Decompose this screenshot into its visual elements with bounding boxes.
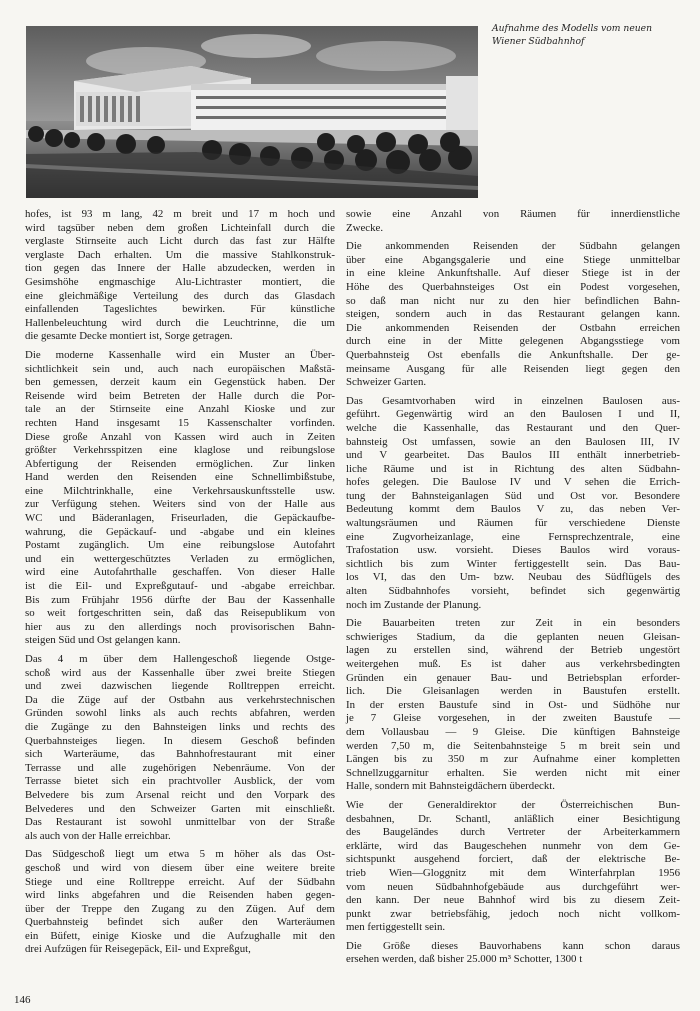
text-line: Die ankommenden Reisenden der Südbahn gelangen xyxy=(346,240,680,253)
text-line: geführt. Gegenwärtig wird an den Baulosen I und II, xyxy=(346,408,680,421)
text-line: sich Warteräume, das Bahnhofrestaurant mit einer xyxy=(25,748,335,761)
text-line: waltungsräumen und Räumen für verschiedene Dienste xyxy=(346,517,680,530)
text-line: Die Bauarbeiten treten zur Zeit in ein besonders xyxy=(346,617,680,630)
text-line: alten Südbahnhofes vorsieht, befindet sich gegenwärtig xyxy=(346,585,680,598)
text-line: tung der Bahnsteiganlagen Süd und Ost vor. Besondere xyxy=(346,489,680,502)
text-line: hofes, ist 93 m lang, 42 m breit und 17 m hoch und xyxy=(25,208,335,220)
paragraph xyxy=(25,848,335,957)
text-line: Das Restaurant ist sowohl unmittelbar von der Straße xyxy=(25,816,335,829)
text-line: dem Vollausbau — 9 Gleise. Die künftigen Bahnsteige xyxy=(346,725,680,738)
text-line: Das 4 m über dem Hallengeschoß liegende Ostge- xyxy=(25,653,335,665)
text-line: Schweizer Garten. xyxy=(346,376,427,389)
text-line: wahrung, die Gepäckauf- und -abgabe und ein kleines xyxy=(25,525,335,538)
text-line: Gründen ein genauer Bau- und Betriebsplan erforder- xyxy=(346,671,680,684)
text-line: In der ersten Baustufe sind in Ost- und Südhöhe nur xyxy=(346,698,680,711)
text-line: sichtlichkeit sein und, auch nach europäischen Maßstä- xyxy=(25,362,335,375)
text-line: werden 7,50 m, die Seitenbahnsteige 5 m breit sein und xyxy=(346,739,680,752)
text-line: men fertiggestellt sein. xyxy=(346,921,446,934)
text-line: sowie eine Anzahl von Räumen für innerdienstliche xyxy=(346,208,680,220)
text-line: Diese große Anzahl von Kassen wird auch in Zeiten xyxy=(25,430,335,443)
text-line: los VI, das den Um- bzw. Neubau des Südflügels des xyxy=(346,571,680,584)
text-line: als auch von der Halle erreichbar. xyxy=(25,829,171,842)
paragraph xyxy=(346,799,680,935)
text-line: Hand werden den Reisenden eine Schnellimbißstube, xyxy=(25,471,335,484)
text-line: welche die Kassenhalle, das Restaurant und den Quer- xyxy=(346,421,680,434)
text-line: geschoß und wird von diesem über eine weitere breite xyxy=(25,861,335,874)
text-line: ist die Eil- und Expreßgutauf- und -abgabe erreichbar. xyxy=(25,580,335,593)
paragraph xyxy=(346,240,680,390)
text-line: bahnsteig Ost umfassen, sowie an den Baulosen III, IV xyxy=(346,435,680,448)
text-line: punkt zwar betriebsfähig, jedoch noch nicht vollkom- xyxy=(346,907,680,920)
paragraph xyxy=(346,940,680,967)
text-line: Hallenbeleuchtung wird durch die Leuchtrinne, die um xyxy=(25,316,335,329)
text-line: ben gemessen, derzeit kaum ein Gegenstück haben. Der xyxy=(25,376,335,389)
caption-line: Aufnahme des Modells vom neuen xyxy=(492,23,653,34)
text-line: Belvederes und den Schweizer Garten mit einschließt. xyxy=(25,802,335,815)
text-line: so weit fortgeschritten sein, daß das Reisepublikum von xyxy=(25,607,335,620)
text-line: eine gleichmäßige Verteilung des durch das Glasdach xyxy=(25,289,335,302)
text-line: liche Räume und ist in Richtung des alten Südbahn- xyxy=(346,462,680,475)
text-line: steigen Süd und Ost gelangen kann. xyxy=(25,634,181,647)
text-line: und zwei dazwischen liegende Rolltreppen erreicht. xyxy=(25,680,335,693)
right-column xyxy=(346,208,680,967)
paragraph xyxy=(346,617,680,794)
text-line: den kann. Der neue Bahnhof wird bis zu diesem Zeit- xyxy=(346,894,680,907)
text-line: über der Treppe den Zugang zu den Zügen. Auf dem xyxy=(25,902,335,915)
text-line: über eine Abgangsgalerie und eine Stiege unmittelbar xyxy=(346,253,680,266)
text-line: verglaste Dach erhalten. Um die massive Stahlkonstruk- xyxy=(25,248,335,261)
text-line: Gründen sowohl links als auch rechts abfahren, werden xyxy=(25,707,335,720)
text-line: Abfertigung der Reisenden ermöglichen. Zur linken xyxy=(25,457,335,470)
paragraph xyxy=(25,208,335,344)
text-line: trieb Wien—Gloggnitz mit dem Winterfahrplan 1956 xyxy=(346,866,680,879)
text-line: Die ankommenden Reisenden der Ostbahn erreichen xyxy=(346,321,680,334)
paragraph xyxy=(346,395,680,613)
text-line: durch eine in der Mitte gelegenen Abgangsstiege vom xyxy=(346,335,680,348)
text-line: weitergehen muß. Es ist daher aus verkehrsbedingten xyxy=(346,658,680,670)
text-line: Terrasse bietet sich ein prachtvoller Ausblick, der vom xyxy=(25,775,335,788)
text-line: größter Verkehrsspitzen eine klaglose und reibungslose xyxy=(25,444,335,457)
text-line: des Baugeländes durch Vertreter der Arbeiterkammern xyxy=(346,826,680,839)
text-line: eine Zugvorheizanlage, eine Fernsprechzentrale, eine xyxy=(346,530,680,543)
figure-caption xyxy=(492,22,684,48)
paragraph xyxy=(25,653,335,843)
text-line: Bis zum Frühjahr 1956 dürfte der Bau der Kassenhalle xyxy=(25,593,335,606)
text-line: Terrasse und alle zugehörigen Nebenräume. Von der xyxy=(25,761,335,774)
text-line: und V gearbeitet. Das Baulos III enthält innerbetrieb- xyxy=(346,449,680,462)
text-line: Belvedere bis zum Arsenal reicht und den Vorpark des xyxy=(25,788,335,801)
text-line: schoß wird aus der Kassenhalle über zwei breite Stiegen xyxy=(25,666,335,679)
text-line: tale an der Stirnseite eine Anzahl Kioske und zur xyxy=(25,403,335,416)
text-line: drei Aufzügen für Reisegepäck, Eil- und Expreßgut, xyxy=(25,943,251,956)
text-line: hier aus zu den allerdings noch provisorischen Bahn- xyxy=(25,620,335,633)
text-line: verglaste Stirnseite auch Licht durch das fast zur Hälfte xyxy=(25,235,335,248)
text-line: Die moderne Kassenhalle wird ein Muster an Über- xyxy=(25,348,335,361)
caption-line: Wiener Südbahnhof xyxy=(492,36,585,47)
text-line: Halle, sondern mit Bahnsteigdächern überdeckt. xyxy=(346,780,555,793)
text-line: Höhe des Querbahnsteiges Ost ein Podest vorgesehen, xyxy=(346,280,680,293)
text-line: meinsame Ausgang für alle Reisenden liegt gegen den xyxy=(346,362,680,375)
text-line: Zwecke. xyxy=(346,221,384,234)
text-line: wird eine Autofahrthalle geschaffen. Von dieser Halle xyxy=(25,566,335,579)
text-line: Gesimshöhe engmaschige Alu-Lichtraster montiert, die xyxy=(25,275,335,288)
text-line: hofes gelegen. Die Baulose IV und V sehen die Errich- xyxy=(346,476,680,489)
text-line: Querbahnsteiges liegen. In diesem Geschoß befinden xyxy=(25,734,335,747)
text-line: Längen bis zu 350 m zur Aufnahme einer kompletten xyxy=(346,753,680,766)
text-line: Schnellzuggarnitur erhalten. Sie werden nicht mit einer xyxy=(346,766,680,779)
text-line: Stiege und eine Rolltreppe erreicht. Auf der Südbahn xyxy=(25,875,335,888)
text-line: Querbahnsteig Ost ebenfalls die Ankunftshalle. Der ge- xyxy=(346,348,680,361)
text-line: vom neuen Südbahnhofgebäude aus durchgeführt wer- xyxy=(346,880,680,893)
text-line: wird tagsüber neben dem großen Lichteinfall durch die xyxy=(25,221,335,234)
text-line: je 7 Gleise vorgesehen, in der zweiten Baustufe — xyxy=(346,712,680,725)
page-number: 146 xyxy=(14,994,31,1006)
left-column xyxy=(25,208,335,957)
text-line: Wie der Generaldirektor der Österreichischen Bun- xyxy=(346,798,680,811)
text-line: lich. Die Gleisanlagen werden in Baustufen erstellt. xyxy=(346,685,680,698)
text-line: rechten Hand insgesamt 15 Kassenschalter vorfinden. xyxy=(25,416,335,429)
text-line: zur Verfügung stehen. Weiters sind von der Halle aus xyxy=(25,498,335,511)
text-line: die Zugänge zu den Bahnsteigen links und rechts des xyxy=(25,720,335,733)
text-line: sichtspunkt ausgehend forciert, daß der elektrische Be- xyxy=(346,853,680,866)
text-line: Die Größe dieses Bauvorhabens kann schon daraus xyxy=(346,939,680,952)
text-line: lagen zu erstellen sind, während der Betrieb ungestört xyxy=(346,644,680,657)
text-line: sichtlich bis zum Winter fertiggestellt sein. Das Bau- xyxy=(346,557,680,570)
text-line: Bedeutung kommt dem Baulos V zu, das neben Ver- xyxy=(346,503,680,516)
station-model-photo xyxy=(26,26,478,198)
text-line: desbahnen, Dr. Schantl, anläßlich einer Besichtigung xyxy=(346,812,680,825)
text-line: eine Milchtrinkhalle, eine Verkehrsauskunftsstelle usw. xyxy=(25,484,335,497)
text-line: Das Gesamtvorhaben wird in einzelnen Baulosen aus- xyxy=(346,394,680,407)
text-line: ein Büfett, einige Kioske und die Aufzughalle mit den xyxy=(25,929,335,942)
text-line: einfallenden Tageslichtes bewirken. Für künstliche xyxy=(25,303,335,316)
text-line: so daß man nicht nur zu den hier befindlichen Bahn- xyxy=(346,294,680,307)
text-line: schwieriges Stadium, da die geplanten neuen Gleisan- xyxy=(346,630,680,643)
text-line: noch im Zustande der Planung. xyxy=(346,598,482,611)
text-line: tion gegen das Innere der Halle abzudecken, werden in xyxy=(25,262,335,275)
text-line: Trafostation usw. vorsieht. Dieses Baulos wird voraus- xyxy=(346,544,680,557)
text-line: steigen, sondern auch in das Restaurant gelangen kann. xyxy=(346,308,680,321)
text-line: und ein wettergeschütztes Verladen zu ermöglichen, xyxy=(25,552,335,565)
text-line: Querbahnsteig befindet sich außer den Warteräumen xyxy=(25,916,335,929)
station-model-image xyxy=(26,26,478,198)
text-line: Reisende wird beim Betreten der Halle durch die Por- xyxy=(25,389,335,402)
text-line: in eine kleine Ankunftshalle. Auf dieser Stiege ist in der xyxy=(346,267,680,280)
text-line: WC und Bäderanlagen, Friseurladen, die Gepäckaufbe- xyxy=(25,512,335,525)
text-line: Das Südgeschoß liegt um etwa 5 m höher als das Ost- xyxy=(25,848,335,861)
paragraph xyxy=(346,208,680,235)
paragraph xyxy=(25,349,335,648)
text-line: die gesamte Decke montiert ist, Sorge getragen. xyxy=(25,330,233,343)
text-line: ersehen werden, daß bisher 25.000 m³ Schotter, 1300 t xyxy=(346,953,583,966)
text-line: Postamt zugänglich. Um eine reibungslose Autofahrt xyxy=(25,539,335,552)
text-line: wird links abgefahren und die Reisenden haben gegen- xyxy=(25,889,335,902)
text-line: erklärte, wird das Baugeschehen nunmehr von dem Ge- xyxy=(346,839,680,852)
text-line: Da die Züge auf der Ostbahn aus verkehrstechnischen xyxy=(25,693,335,706)
